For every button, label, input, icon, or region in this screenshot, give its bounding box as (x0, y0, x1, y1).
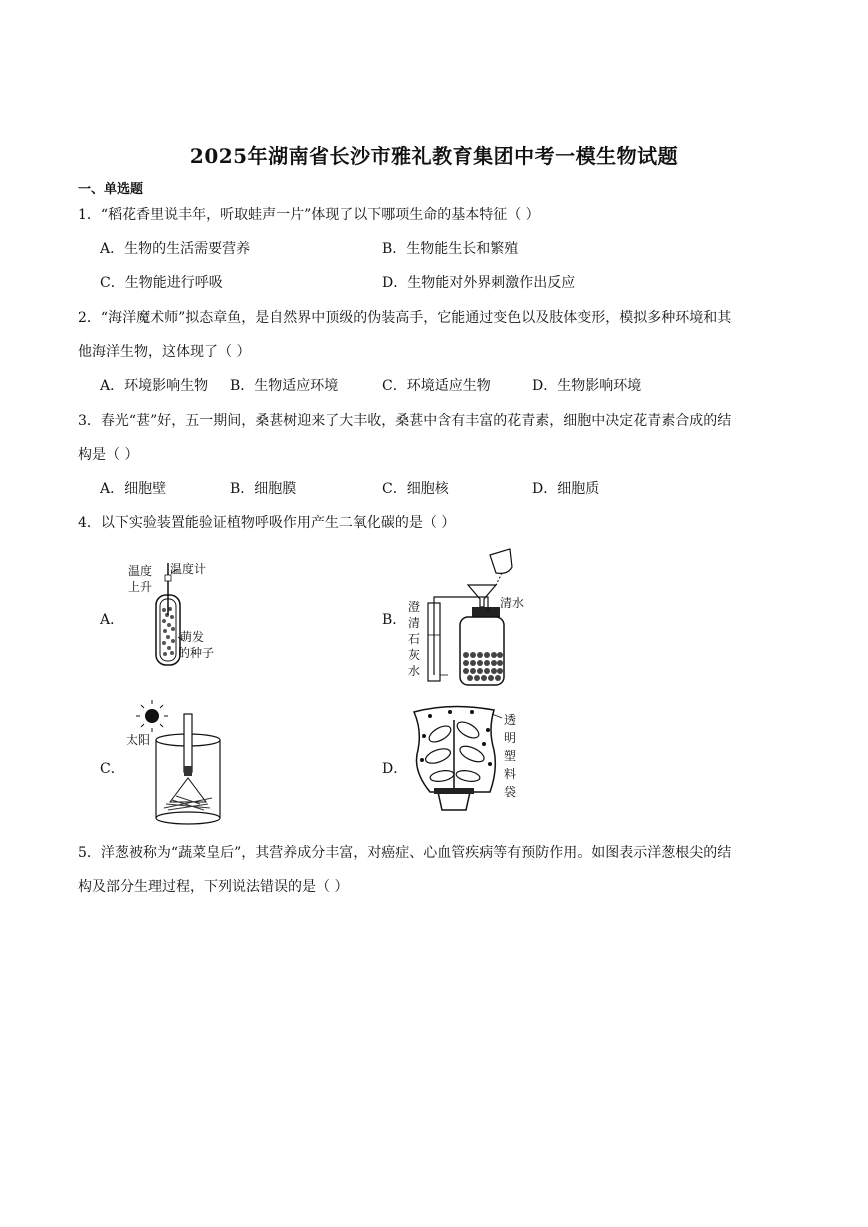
figure-b-label-2: 清 (408, 616, 421, 630)
figure-d-label-2: 明 (504, 731, 517, 745)
figure-a-label-rise: 上升 (128, 580, 153, 594)
question-5-stem-line2: 构及部分生理过程，下列说法错误的是（ ） (78, 879, 349, 895)
figure-a-label-seeds: 的种子 (178, 646, 215, 660)
figure-b-label-4: 灰 (408, 648, 421, 662)
question-2-option-a: A．环境影响生物 (100, 378, 209, 394)
question-3-stem-line2: 构是（ ） (78, 447, 139, 463)
question-2-option-b: B．生物适应环境 (230, 378, 339, 394)
figure-b-label-3: 石 (408, 632, 421, 646)
page-title: 2025年湖南省长沙市雅礼教育集团中考一模生物试题 (189, 144, 679, 168)
question-1-option-c: C．生物能进行呼吸 (100, 275, 223, 291)
question-3-option-b: B．细胞膜 (230, 481, 297, 497)
figure-a-label-germinating: 萌发 (180, 630, 205, 644)
question-1-option-d: D．生物能对外界刺激作出反应 (382, 275, 576, 291)
question-2-option-d: D．生物影响环境 (532, 378, 642, 394)
question-1-option-a: A．生物的生活需要营养 (100, 241, 251, 257)
question-4-option-a-label: A． (100, 612, 125, 628)
figure-d-label-1: 透 (504, 713, 517, 727)
figure-d-label-3: 塑 (504, 749, 517, 763)
question-1-stem: 1．“稻花香里说丰年，听取蛙声一片”体现了以下哪项生命的基本特征（ ） (78, 207, 540, 223)
figure-c-label-sun: 太阳 (126, 733, 151, 747)
question-2-option-c: C．环境适应生物 (382, 378, 491, 394)
question-4-option-d-label: D． (382, 761, 408, 777)
question-3-option-c: C．细胞核 (382, 481, 449, 497)
figure-b-label-1: 澄 (408, 600, 421, 614)
figure-a-label-thermometer: 温度计 (170, 562, 207, 576)
question-4-option-c-label: C． (100, 761, 125, 777)
figure-c-belljar (120, 700, 230, 830)
question-3-option-d: D．细胞质 (532, 481, 600, 497)
question-1-option-b: B．生物能生长和繁殖 (382, 241, 519, 257)
figure-d-label-4: 料 (504, 767, 517, 781)
question-2-stem-line1: 2．“海洋魔术师”拟态章鱼，是自然界中顶级的伪装高手，它能通过变色以及肢体变形，模拟多种环境和其 (78, 310, 732, 326)
figure-b-limewater-apparatus (400, 545, 540, 695)
figure-b-label-5: 水 (408, 664, 421, 678)
section-heading: 一、单选题 (78, 182, 144, 197)
question-3-option-a: A．细胞壁 (100, 481, 167, 497)
figure-a-label-temperature: 温度 (128, 564, 153, 578)
figure-d-label-5: 袋 (504, 785, 517, 799)
question-4-option-b-label: B． (382, 612, 407, 628)
figure-b-label-clear-water: 清水 (500, 596, 525, 610)
question-2-stem-line2: 他海洋生物，这体现了（ ） (78, 344, 251, 360)
figure-a-thermos (120, 555, 230, 675)
question-4-stem: 4．以下实验装置能验证植物呼吸作用产生二氧化碳的是（ ） (78, 515, 456, 531)
figure-d-plastic-bag (400, 700, 530, 830)
question-3-stem-line1: 3．春光“葚”好，五一期间，桑葚树迎来了大丰收，桑葚中含有丰富的花青素，细胞中决定花青素合成的结 (78, 413, 732, 429)
question-5-stem-line1: 5．洋葱被称为“蔬菜皇后”，其营养成分丰富，对癌症、心血管疾病等有预防作用。如图表示洋葱根尖的结 (78, 845, 732, 861)
